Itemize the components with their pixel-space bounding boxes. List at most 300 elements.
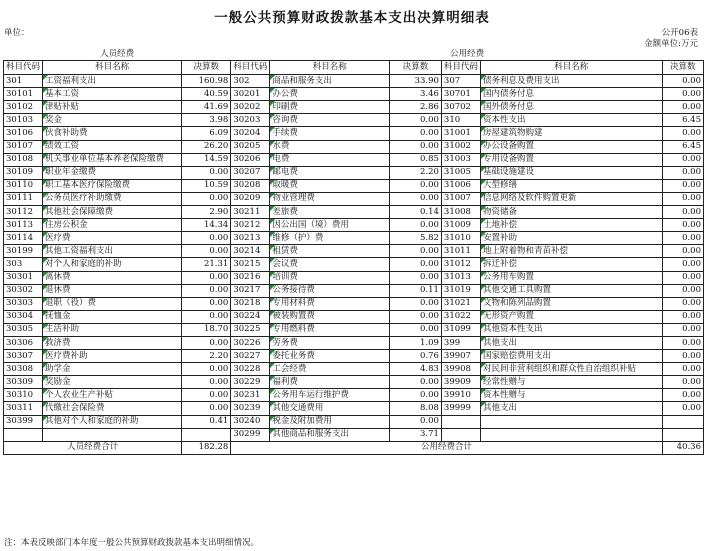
code-cell: 31099	[441, 323, 480, 336]
amount-cell: 0.00	[662, 323, 703, 336]
code-cell: 30307	[4, 350, 43, 363]
code-cell: 30399	[4, 415, 43, 428]
amount-cell: 14.59	[182, 153, 231, 166]
code-cell: 31012	[441, 258, 480, 271]
table-row	[4, 206, 704, 219]
name-cell: 地上附着物和青苗补偿	[480, 245, 662, 258]
name-cell: 津贴补贴	[43, 101, 182, 114]
amount-cell: 0.00	[182, 389, 231, 402]
code-cell: 302	[231, 75, 270, 88]
name-cell: 手续费	[270, 127, 390, 140]
code-cell: 30299	[231, 428, 270, 441]
name-cell: 对民间非营利组织和群众性自治组织补贴	[480, 363, 662, 376]
code-cell: 30240	[231, 415, 270, 428]
amount-cell: 0.00	[662, 284, 703, 297]
name-cell: 专用设备购置	[480, 153, 662, 166]
amount-cell: 6.45	[662, 140, 703, 153]
amount-cell: 0.00	[390, 310, 442, 323]
expenditure-table	[3, 48, 704, 455]
name-cell: 大型修缮	[480, 179, 662, 192]
code-cell: 30109	[4, 166, 43, 179]
name-cell: 办公费	[270, 88, 390, 101]
name-cell: 公务用车运行维护费	[270, 389, 390, 402]
col-header-name: 科目名称	[270, 61, 390, 75]
code-cell: 30111	[4, 192, 43, 205]
code-cell: 31006	[441, 179, 480, 192]
table-row	[4, 271, 704, 284]
amount-cell: 0.00	[390, 192, 442, 205]
amount-cell: 0.00	[390, 297, 442, 310]
amount-cell: 0.00	[182, 271, 231, 284]
code-cell: 30106	[4, 127, 43, 140]
amount-cell: 2.20	[390, 166, 442, 179]
amount-cell: 2.90	[182, 206, 231, 219]
amount-cell: 0.00	[182, 245, 231, 258]
name-cell: 维修（护）费	[270, 232, 390, 245]
code-cell: 39909	[441, 376, 480, 389]
name-cell: 工会经费	[270, 363, 390, 376]
name-cell: 资本性赠与	[480, 389, 662, 402]
table-row	[4, 232, 704, 245]
table-row	[4, 166, 704, 179]
name-cell: 印刷费	[270, 101, 390, 114]
name-cell: 专用燃料费	[270, 323, 390, 336]
code-cell: 30306	[4, 336, 43, 349]
table-row	[4, 101, 704, 114]
name-cell: 伙食补助费	[43, 127, 182, 140]
code-cell: 31022	[441, 310, 480, 323]
code-cell: 30217	[231, 284, 270, 297]
col-header-code: 科目代码	[441, 61, 480, 75]
amount-cell: 0.41	[182, 415, 231, 428]
name-cell: 电费	[270, 153, 390, 166]
amount-cell: 14.34	[182, 219, 231, 232]
amount-cell: 0.00	[662, 192, 703, 205]
name-cell: 咨询费	[270, 114, 390, 127]
code-cell: 30213	[231, 232, 270, 245]
name-cell: 奖金	[43, 114, 182, 127]
name-cell: 土地补偿	[480, 219, 662, 232]
name-cell: 会议费	[270, 258, 390, 271]
table-row	[4, 323, 704, 336]
code-cell: 31008	[441, 206, 480, 219]
amount-cell: 6.45	[662, 114, 703, 127]
code-cell: 30224	[231, 310, 270, 323]
amount-cell: 0.00	[662, 179, 703, 192]
amount-cell: 6.09	[182, 127, 231, 140]
col-header-amount: 决算数	[390, 61, 442, 75]
code-cell: 30114	[4, 232, 43, 245]
amount-cell: 0.00	[182, 363, 231, 376]
name-cell: 其他支出	[480, 402, 662, 415]
amount-cell: 0.00	[390, 245, 442, 258]
name-cell: 无形资产购置	[480, 310, 662, 323]
report-title: 一般公共预算财政拨款基本支出决算明细表	[214, 10, 490, 26]
code-cell: 31009	[441, 219, 480, 232]
amount-cell	[182, 428, 231, 441]
amount-cell: 0.00	[182, 166, 231, 179]
amount-cell	[662, 428, 703, 441]
name-cell: 住房公积金	[43, 219, 182, 232]
name-cell: 其他社会保障缴费	[43, 206, 182, 219]
amount-cell: 1.09	[390, 336, 442, 349]
table-row	[4, 297, 704, 310]
name-cell: 其他工资福利支出	[43, 245, 182, 258]
totals-row	[4, 441, 704, 454]
table-row	[4, 284, 704, 297]
name-cell: 被装购置费	[270, 310, 390, 323]
code-cell: 39999	[441, 402, 480, 415]
code-cell: 30228	[231, 363, 270, 376]
amount-cell: 0.00	[182, 297, 231, 310]
amount-cell: 0.00	[662, 363, 703, 376]
code-cell: 301	[4, 75, 43, 88]
col-header-name: 科目名称	[480, 61, 662, 75]
code-cell: 303	[4, 258, 43, 271]
name-cell: 培训费	[270, 271, 390, 284]
amount-cell: 3.98	[182, 114, 231, 127]
amount-cell: 2.86	[390, 101, 442, 114]
amount-cell: 0.00	[662, 153, 703, 166]
name-cell	[480, 415, 662, 428]
code-cell: 30214	[231, 245, 270, 258]
table-row	[4, 245, 704, 258]
name-cell	[480, 428, 662, 441]
code-cell: 30226	[231, 336, 270, 349]
name-cell: 公务用车购置	[480, 271, 662, 284]
amount-cell: 0.00	[662, 271, 703, 284]
amount-cell: 0.00	[390, 389, 442, 402]
amount-cell: 0.00	[182, 284, 231, 297]
name-cell: 生活补助	[43, 323, 182, 336]
name-cell: 对个人和家庭的补助	[43, 258, 182, 271]
table-row	[4, 402, 704, 415]
table-row	[4, 88, 704, 101]
column-header-row	[4, 61, 704, 75]
amount-cell: 18.70	[182, 323, 231, 336]
amount-cell: 3.71	[390, 428, 442, 441]
amount-cell	[662, 415, 703, 428]
amount-cell: 10.59	[182, 179, 231, 192]
amount-cell: 26.20	[182, 140, 231, 153]
code-cell	[441, 415, 480, 428]
code-cell: 30310	[4, 389, 43, 402]
amount-cell: 0.00	[390, 179, 442, 192]
name-cell: 代缴社会保险费	[43, 402, 182, 415]
name-cell: 安置补助	[480, 232, 662, 245]
name-cell: 其他支出	[480, 336, 662, 349]
code-cell: 310	[441, 114, 480, 127]
name-cell: 租赁费	[270, 245, 390, 258]
amount-cell: 0.00	[182, 376, 231, 389]
name-cell: 拆迁补偿	[480, 258, 662, 271]
amount-cell: 160.98	[182, 75, 231, 88]
code-cell: 30212	[231, 219, 270, 232]
table-row	[4, 428, 704, 441]
name-cell: 基本工资	[43, 88, 182, 101]
amount-cell: 0.14	[390, 206, 442, 219]
amount-cell: 0.00	[390, 323, 442, 336]
table-row	[4, 336, 704, 349]
name-cell: 工资福利支出	[43, 75, 182, 88]
code-cell: 30199	[4, 245, 43, 258]
group-header-row	[4, 48, 704, 61]
table-row	[4, 415, 704, 428]
code-cell: 30107	[4, 140, 43, 153]
code-cell: 30218	[231, 297, 270, 310]
code-cell: 31010	[441, 232, 480, 245]
amount-cell: 0.00	[390, 140, 442, 153]
code-cell: 30308	[4, 363, 43, 376]
name-cell: 个人农业生产补贴	[43, 389, 182, 402]
name-cell: 差旅费	[270, 206, 390, 219]
code-cell: 31005	[441, 166, 480, 179]
name-cell: 职工基本医疗保险缴费	[43, 179, 182, 192]
name-cell: 国外债务付息	[480, 101, 662, 114]
code-cell: 31007	[441, 192, 480, 205]
amount-cell: 0.00	[662, 376, 703, 389]
amount-cell: 0.00	[182, 192, 231, 205]
table-row	[4, 179, 704, 192]
amount-cell: 0.00	[182, 232, 231, 245]
name-cell: 因公出国（境）费用	[270, 219, 390, 232]
amount-cell: 0.00	[662, 166, 703, 179]
code-cell: 30303	[4, 297, 43, 310]
code-cell: 30206	[231, 153, 270, 166]
amount-cell: 0.00	[390, 127, 442, 140]
code-cell: 30102	[4, 101, 43, 114]
code-cell: 30113	[4, 219, 43, 232]
unit-label: 单位：	[4, 28, 30, 38]
name-cell: 公务员医疗补助缴费	[43, 192, 182, 205]
name-cell: 其他商品和服务支出	[270, 428, 390, 441]
name-cell: 经常性赠与	[480, 376, 662, 389]
code-cell: 30207	[231, 166, 270, 179]
code-cell: 30209	[231, 192, 270, 205]
amount-unit: 金额单位:万元	[644, 39, 698, 49]
amount-cell: 0.00	[662, 389, 703, 402]
name-cell: 国内债务付息	[480, 88, 662, 101]
name-cell: 退休费	[43, 284, 182, 297]
code-cell: 30215	[231, 258, 270, 271]
name-cell: 公务接待费	[270, 284, 390, 297]
code-cell: 30201	[231, 88, 270, 101]
name-cell: 专用材料费	[270, 297, 390, 310]
personnel-total-label: 人员经费合计	[4, 441, 182, 454]
name-cell: 取暖费	[270, 179, 390, 192]
code-cell: 30204	[231, 127, 270, 140]
code-cell: 30108	[4, 153, 43, 166]
amount-cell: 0.00	[182, 402, 231, 415]
amount-cell: 8.08	[390, 402, 442, 415]
amount-cell: 0.00	[662, 206, 703, 219]
amount-cell: 0.00	[390, 415, 442, 428]
code-cell: 30227	[231, 350, 270, 363]
code-cell: 30216	[231, 271, 270, 284]
name-cell: 其他资本性支出	[480, 323, 662, 336]
footnote: 注：本表反映部门本年度一般公共预算财政拨款基本支出明细情况。	[4, 538, 260, 548]
amount-cell: 0.00	[390, 114, 442, 127]
name-cell: 抚恤金	[43, 310, 182, 323]
amount-cell: 0.00	[182, 310, 231, 323]
amount-cell: 2.20	[182, 350, 231, 363]
amount-cell: 0.00	[390, 219, 442, 232]
amount-cell: 33.90	[390, 75, 442, 88]
name-cell: 物业管理费	[270, 192, 390, 205]
name-cell: 奖励金	[43, 376, 182, 389]
name-cell: 水费	[270, 140, 390, 153]
amount-cell: 0.00	[662, 245, 703, 258]
code-cell	[441, 428, 480, 441]
code-cell: 31019	[441, 284, 480, 297]
col-header-name: 科目名称	[43, 61, 182, 75]
code-cell: 30304	[4, 310, 43, 323]
name-cell: 福利费	[270, 376, 390, 389]
code-cell: 30702	[441, 101, 480, 114]
personnel-total-value: 182.28	[182, 441, 231, 454]
name-cell: 房屋建筑物购建	[480, 127, 662, 140]
name-cell: 其他对个人和家庭的补助	[43, 415, 182, 428]
group-public: 公用经费	[231, 48, 704, 61]
col-header-code: 科目代码	[231, 61, 270, 75]
form-code: 公开06表	[661, 28, 698, 38]
table-row	[4, 363, 704, 376]
code-cell: 30305	[4, 323, 43, 336]
name-cell: 税金及附加费用	[270, 415, 390, 428]
amount-cell: 21.31	[182, 258, 231, 271]
code-cell: 30701	[441, 88, 480, 101]
name-cell: 资本性支出	[480, 114, 662, 127]
code-cell: 30239	[231, 402, 270, 415]
code-cell: 31003	[441, 153, 480, 166]
amount-cell: 0.00	[662, 336, 703, 349]
code-cell: 30112	[4, 206, 43, 219]
code-cell: 31001	[441, 127, 480, 140]
amount-cell: 40.59	[182, 88, 231, 101]
table-row	[4, 75, 704, 88]
public-total-value: 40.36	[662, 441, 703, 454]
name-cell: 其他交通费用	[270, 402, 390, 415]
name-cell: 救济费	[43, 336, 182, 349]
amount-cell: 0.00	[662, 219, 703, 232]
amount-cell: 0.00	[662, 75, 703, 88]
name-cell: 医疗费	[43, 232, 182, 245]
group-personnel: 人员经费	[4, 48, 231, 61]
code-cell: 39910	[441, 389, 480, 402]
amount-cell: 5.82	[390, 232, 442, 245]
amount-cell: 0.76	[390, 350, 442, 363]
code-cell: 39908	[441, 363, 480, 376]
name-cell: 商品和服务支出	[270, 75, 390, 88]
code-cell: 30301	[4, 271, 43, 284]
table-row	[4, 310, 704, 323]
amount-cell: 0.00	[662, 402, 703, 415]
name-cell: 委托业务费	[270, 350, 390, 363]
code-cell: 31013	[441, 271, 480, 284]
code-cell: 31002	[441, 140, 480, 153]
code-cell: 30231	[231, 389, 270, 402]
amount-cell: 0.00	[182, 336, 231, 349]
name-cell	[43, 428, 182, 441]
code-cell: 30211	[231, 206, 270, 219]
table-row	[4, 389, 704, 402]
code-cell: 30202	[231, 101, 270, 114]
amount-cell: 0.00	[662, 258, 703, 271]
name-cell: 其他交通工具购置	[480, 284, 662, 297]
name-cell: 债务利息及费用支出	[480, 75, 662, 88]
amount-cell: 0.00	[662, 310, 703, 323]
col-header-amount: 决算数	[662, 61, 703, 75]
name-cell: 退职（役）费	[43, 297, 182, 310]
amount-cell: 0.11	[390, 284, 442, 297]
table-row	[4, 114, 704, 127]
col-header-amount: 决算数	[182, 61, 231, 75]
amount-cell: 0.00	[662, 297, 703, 310]
amount-cell: 41.69	[182, 101, 231, 114]
name-cell: 办公设备购置	[480, 140, 662, 153]
name-cell: 邮电费	[270, 166, 390, 179]
table-row	[4, 153, 704, 166]
table-row	[4, 140, 704, 153]
amount-cell: 4.83	[390, 363, 442, 376]
code-cell: 30101	[4, 88, 43, 101]
table-row	[4, 192, 704, 205]
table-row	[4, 127, 704, 140]
code-cell: 30208	[231, 179, 270, 192]
code-cell: 30225	[231, 323, 270, 336]
amount-cell: 0.00	[662, 88, 703, 101]
amount-cell: 0.00	[390, 271, 442, 284]
name-cell: 劳务费	[270, 336, 390, 349]
code-cell: 30103	[4, 114, 43, 127]
amount-cell: 0.00	[662, 232, 703, 245]
name-cell: 职业年金缴费	[43, 166, 182, 179]
amount-cell: 0.00	[662, 127, 703, 140]
code-cell: 307	[441, 75, 480, 88]
code-cell: 31021	[441, 297, 480, 310]
code-cell: 31011	[441, 245, 480, 258]
amount-cell: 0.00	[390, 376, 442, 389]
name-cell: 国家赔偿费用支出	[480, 350, 662, 363]
amount-cell: 0.00	[662, 350, 703, 363]
amount-cell: 3.46	[390, 88, 442, 101]
code-cell: 30311	[4, 402, 43, 415]
name-cell: 助学金	[43, 363, 182, 376]
public-total-label: 公用经费合计	[231, 441, 662, 454]
table-row	[4, 258, 704, 271]
code-cell: 30309	[4, 376, 43, 389]
code-cell: 399	[441, 336, 480, 349]
name-cell: 物资储备	[480, 206, 662, 219]
code-cell: 30302	[4, 284, 43, 297]
name-cell: 绩效工资	[43, 140, 182, 153]
code-cell	[4, 428, 43, 441]
name-cell: 文物和陈列品购置	[480, 297, 662, 310]
code-cell: 39907	[441, 350, 480, 363]
amount-cell: 0.85	[390, 153, 442, 166]
amount-cell: 0.00	[390, 258, 442, 271]
name-cell: 机关事业单位基本养老保险缴费	[43, 153, 182, 166]
name-cell: 医疗费补助	[43, 350, 182, 363]
table-row	[4, 350, 704, 363]
name-cell: 基础设施建设	[480, 166, 662, 179]
table-row	[4, 376, 704, 389]
table-row	[4, 219, 704, 232]
code-cell: 30205	[231, 140, 270, 153]
name-cell: 信息网络及软件购置更新	[480, 192, 662, 205]
amount-cell: 0.00	[662, 101, 703, 114]
col-header-code: 科目代码	[4, 61, 43, 75]
